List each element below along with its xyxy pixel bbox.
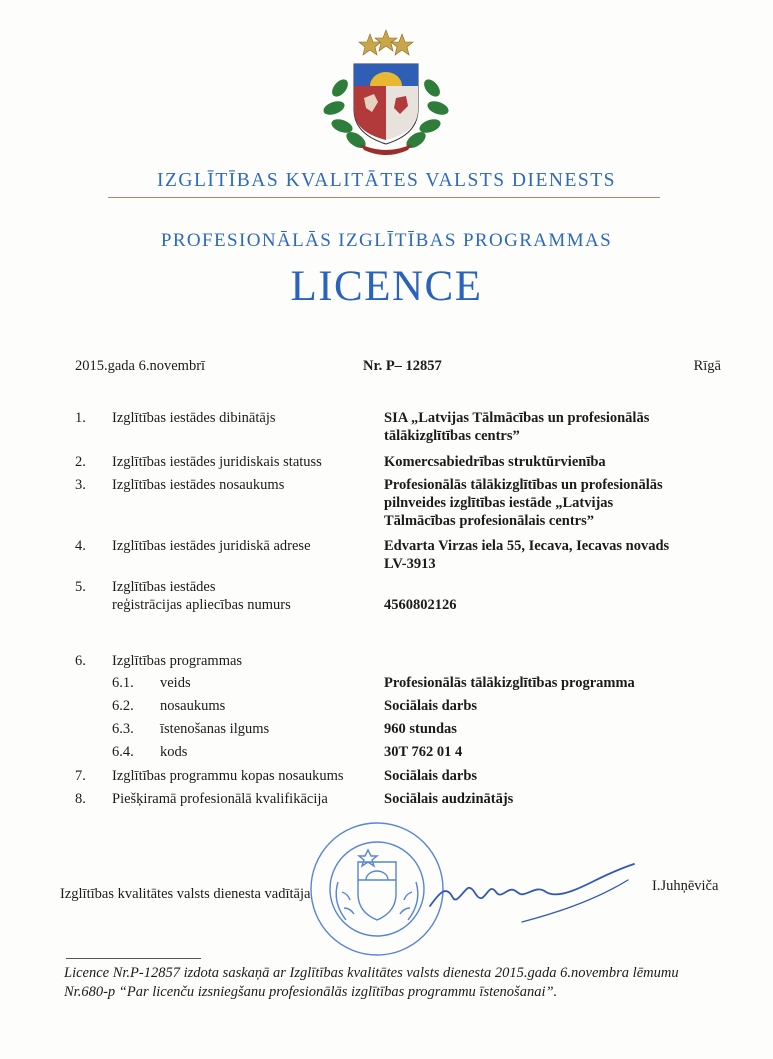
signature-icon (422, 862, 640, 928)
item-label: Izglītības iestādes juridiskā adrese (112, 538, 311, 554)
issue-city: Rīgā (693, 358, 721, 374)
subitem-label: nosaukums (160, 698, 226, 714)
document-title: LICENCE (290, 263, 483, 310)
item-number: 1. (75, 410, 86, 426)
item-value-line: Profesionālās tālākizglītības un profesionālās (384, 477, 663, 493)
item-value-line: Profesionālās tālākizglītības programma (384, 675, 635, 691)
subitem-label: veids (160, 675, 191, 691)
licence-number: Nr. P– 12857 (363, 358, 442, 374)
subitem-number: 6.2. (112, 698, 134, 714)
item-value-line: LV-3913 (384, 556, 436, 572)
item-value-line: Sociālais darbs (384, 768, 478, 784)
item-value-line: Sociālais darbs (384, 698, 478, 714)
header-divider (108, 197, 660, 198)
item-value-line: 4560802126 (384, 597, 457, 613)
item-value-line: Komercsabiedrības struktūrvienība (384, 454, 606, 470)
item-value-line: Edvarta Virzas iela 55, Iecava, Iecavas novads (384, 538, 670, 554)
program-title: PROFESIONĀLĀS IZGLĪTĪBAS PROGRAMMAS (160, 230, 613, 251)
item-label: Izglītības iestādes dibinātājs (112, 410, 276, 426)
item-label: Izglītības programmu kopas nosaukums (112, 768, 344, 784)
item-label: Piešķiramā profesionālā kvalifikācija (112, 791, 328, 807)
signatory-name: I.Juhņēviča (652, 878, 719, 894)
item-value-line: Sociālais audzinātājs (384, 791, 514, 807)
subitem-number: 6.3. (112, 721, 134, 737)
item-label: Izglītības iestādes nosaukums (112, 477, 285, 493)
item-value-line: 30T 762 01 4 (384, 744, 463, 760)
subitem-label: kods (160, 744, 188, 760)
footnote (64, 964, 734, 1002)
footnote-line: Nr.680-p “Par licenču izsniegšanu profesionālās izglītības programmu īstenošanai”. (64, 984, 558, 1000)
item-number: 8. (75, 791, 86, 807)
item-label: Izglītības iestādes (112, 579, 216, 595)
item-number: 3. (75, 477, 86, 493)
item-number: 4. (75, 538, 86, 554)
subitem-number: 6.4. (112, 744, 134, 760)
item-number: 7. (75, 768, 86, 784)
item-number: 2. (75, 454, 86, 470)
issue-date: 2015.gada 6.novembrī (75, 358, 206, 374)
agency-name: IZGLĪTĪBAS KVALITĀTES VALSTS DIENESTS (156, 170, 617, 191)
item-number: 6. (75, 653, 86, 669)
item-value-line: SIA „Latvijas Tālmācības un profesionālās (384, 410, 650, 426)
item-value-line: 960 stundas (384, 721, 457, 737)
subitem-number: 6.1. (112, 675, 134, 691)
item-label: reģistrācijas apliecības numurs (112, 597, 291, 613)
item-label: Izglītības programmas (112, 653, 243, 669)
latvia-coat-of-arms-icon (320, 28, 452, 158)
item-value-line: pilnveides izglītības iestāde „Latvijas (384, 495, 614, 511)
item-number: 5. (75, 579, 86, 595)
item-label: Izglītības iestādes juridiskais statuss (112, 454, 322, 470)
item-value-line: tālākizglītības centrs” (384, 428, 520, 444)
footnote-divider (66, 958, 201, 959)
subitem-label: īstenošanas ilgums (160, 721, 270, 737)
item-value-line: Tālmācības profesionālais centrs” (384, 513, 594, 529)
signatory-title: Izglītības kvalitātes valsts dienesta vadītāja (60, 886, 311, 902)
footnote-line: Licence Nr.P-12857 izdota saskaņā ar Izglītības kvalitātes valsts dienesta 2015.gada 6.novembra lēmumu (64, 965, 679, 981)
